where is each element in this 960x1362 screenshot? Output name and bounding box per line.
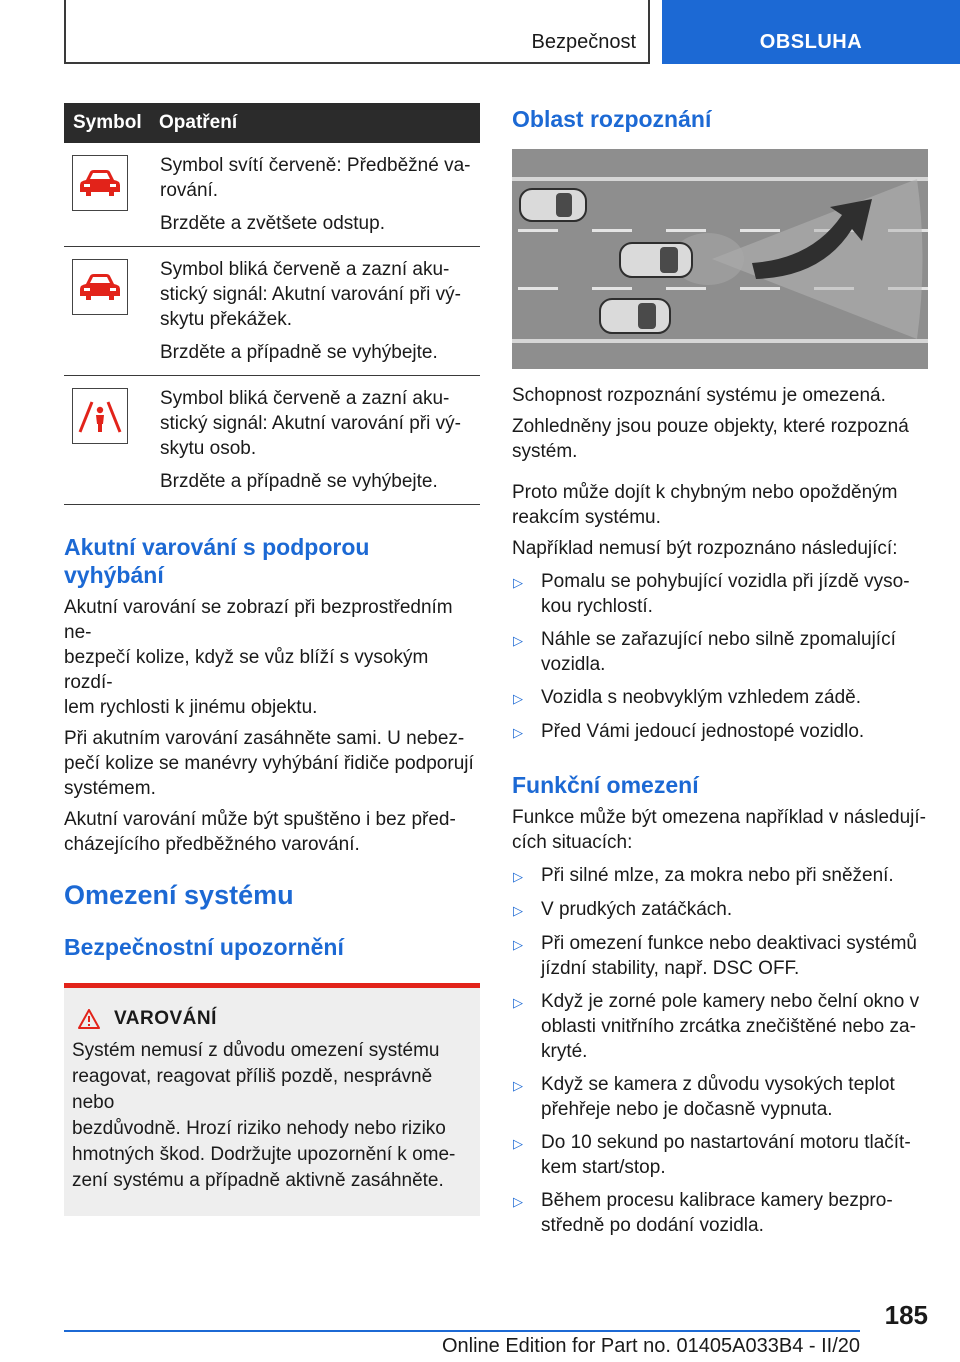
detection-paragraph-3: Proto může dojít k chybným nebo opožděným reakcím systému. (512, 482, 898, 528)
page-number: 185 (884, 1300, 928, 1330)
acute-paragraph-3: Akutní varování může být spuštěno i bez před- cházejícího předběžného varování. (64, 809, 456, 855)
acute-paragraph-1: Akutní varování se zobrazí při bezprostředním ne- bezpečí kolize, když se vůz blíží s vysokým rozdí- lem rychlosti k jinému objektu. (64, 597, 453, 718)
row-text-line: Symbol bliká červeně a zazní aku- (160, 388, 450, 409)
list-item: ▷ V prudkých zatáčkách. (512, 897, 928, 923)
detection-paragraph-2: Zohledněny jsou pouze objekty, které rozpozná systém. (512, 416, 909, 462)
system-limits-heading: Omezení systému (64, 880, 294, 910)
table-row (64, 143, 480, 247)
right-column (512, 103, 928, 1238)
undetected-objects-list (512, 569, 928, 745)
row-action: Brzděte a zvětšete odstup. (160, 213, 385, 234)
bullet-triangle-icon: ▷ (513, 725, 523, 740)
chapter-tab[interactable]: OBSLUHA (662, 0, 960, 64)
bullet-triangle-icon: ▷ (513, 575, 523, 590)
bullet-triangle-icon: ▷ (513, 1078, 523, 1093)
function-limits-list (512, 863, 928, 1238)
warning-triangle-icon (78, 1009, 100, 1029)
bullet-triangle-icon: ▷ (513, 1136, 523, 1151)
column-header-symbol: Symbol (73, 112, 142, 133)
warning-text: Systém nemusí z důvodu omezení systému reagovat, reagovat příliš pozdě, nesprávně nebo bezdůvodně. Hrozí riziko nehody nebo riziko hmotných škod. Dodržujte upozornění k ome- zení systému a případně aktivně zasáhněte. (72, 1040, 456, 1191)
warning-title (72, 1008, 474, 1030)
acute-paragraph-2: Při akutním varování zasáhněte sami. U nebez- pečí kolize se manévry vyhýbání řidiče podporují systémem. (64, 728, 474, 799)
safety-notes-heading: Bezpečnostní upozornění (64, 934, 344, 960)
pedestrian-warning-icon (72, 388, 128, 444)
function-limits-intro: Funkce může být omezena například v následují- cích situacích: (512, 807, 926, 853)
list-item: ▷ Před Vámi jedoucí jednostopé vozidlo. (512, 719, 928, 745)
section-title: Bezpečnost (531, 31, 636, 53)
list-item: ▷ Když se kamera z důvodu vysokých teplot přehřeje nebo je dočasně vypnuta. (513, 1074, 895, 1120)
bullet-triangle-icon: ▷ (513, 1194, 523, 1209)
table-row (64, 376, 480, 505)
row-text-line: stický signál: Akutní varování při vý- (160, 413, 461, 434)
detection-paragraph-4: Například nemusí být rozpoznáno následující: (512, 538, 898, 559)
function-limits-heading: Funkční omezení (512, 772, 699, 798)
edition-text: Online Edition for Part no. 01405A033B4 - II/20 (441, 1335, 860, 1357)
warning-label: VAROVÁNÍ (114, 1008, 217, 1029)
bullet-triangle-icon: ▷ (513, 869, 523, 884)
list-item: ▷ Když je zorné pole kamery nebo čelní okno v oblasti vnitřního zrcátka znečištěné nebo za- kryté. (513, 991, 920, 1062)
left-column (64, 103, 480, 1216)
acute-warning-heading: Akutní varování s podporou vyhýbání (64, 534, 370, 588)
row-text-line: skytu osob. (160, 438, 257, 459)
list-item: ▷ Vozidla s neobvyklým vzhledem zádě. (512, 685, 928, 711)
footer-divider (64, 1330, 860, 1332)
bullet-triangle-icon: ▷ (513, 937, 523, 952)
row-text-line: stický signál: Akutní varování při vý- (160, 284, 461, 305)
row-text-line: Symbol bliká červeně a zazní aku- (160, 259, 450, 280)
row-text-line: skytu překážek. (160, 309, 292, 330)
detection-area-illustration (512, 149, 928, 369)
bullet-triangle-icon: ▷ (513, 633, 523, 648)
list-item: ▷ Pomalu se pohybující vozidla při jízdě vyso- kou rychlostí. (513, 571, 910, 617)
row-text-line: rování. (160, 180, 219, 201)
list-item: ▷ Při silné mlze, za mokra nebo při sněžení. (512, 863, 928, 889)
bullet-triangle-icon: ▷ (513, 903, 523, 918)
list-item: ▷ Během procesu kalibrace kamery bezpro- středně po dodání vozidla. (513, 1190, 893, 1236)
column-header-action: Opatření (159, 112, 238, 133)
list-item: ▷ Do 10 sekund po nastartování motoru tlačít- kem start/stop. (513, 1132, 911, 1178)
table-row (64, 247, 480, 376)
car-front-warning-icon (72, 155, 128, 211)
warning-box (64, 983, 480, 1216)
car-front-warning-icon (72, 259, 128, 315)
row-text-line: Symbol svítí červeně: Předběžné va- (160, 155, 471, 176)
bullet-triangle-icon: ▷ (513, 995, 523, 1010)
list-item: ▷ Náhle se zařazující nebo silně zpomalující vozidla. (513, 629, 896, 675)
detection-area-heading: Oblast rozpoznání (512, 106, 712, 132)
row-action: Brzděte a případně se vyhýbejte. (160, 471, 438, 492)
symbol-table-header (64, 103, 480, 143)
bullet-triangle-icon: ▷ (513, 691, 523, 706)
detection-paragraph-1: Schopnost rozpoznání systému je omezená. (512, 385, 886, 406)
row-action: Brzděte a případně se vyhýbejte. (160, 342, 438, 363)
list-item: ▷ Při omezení funkce nebo deaktivaci systémů jízdní stability, např. DSC OFF. (513, 933, 917, 979)
